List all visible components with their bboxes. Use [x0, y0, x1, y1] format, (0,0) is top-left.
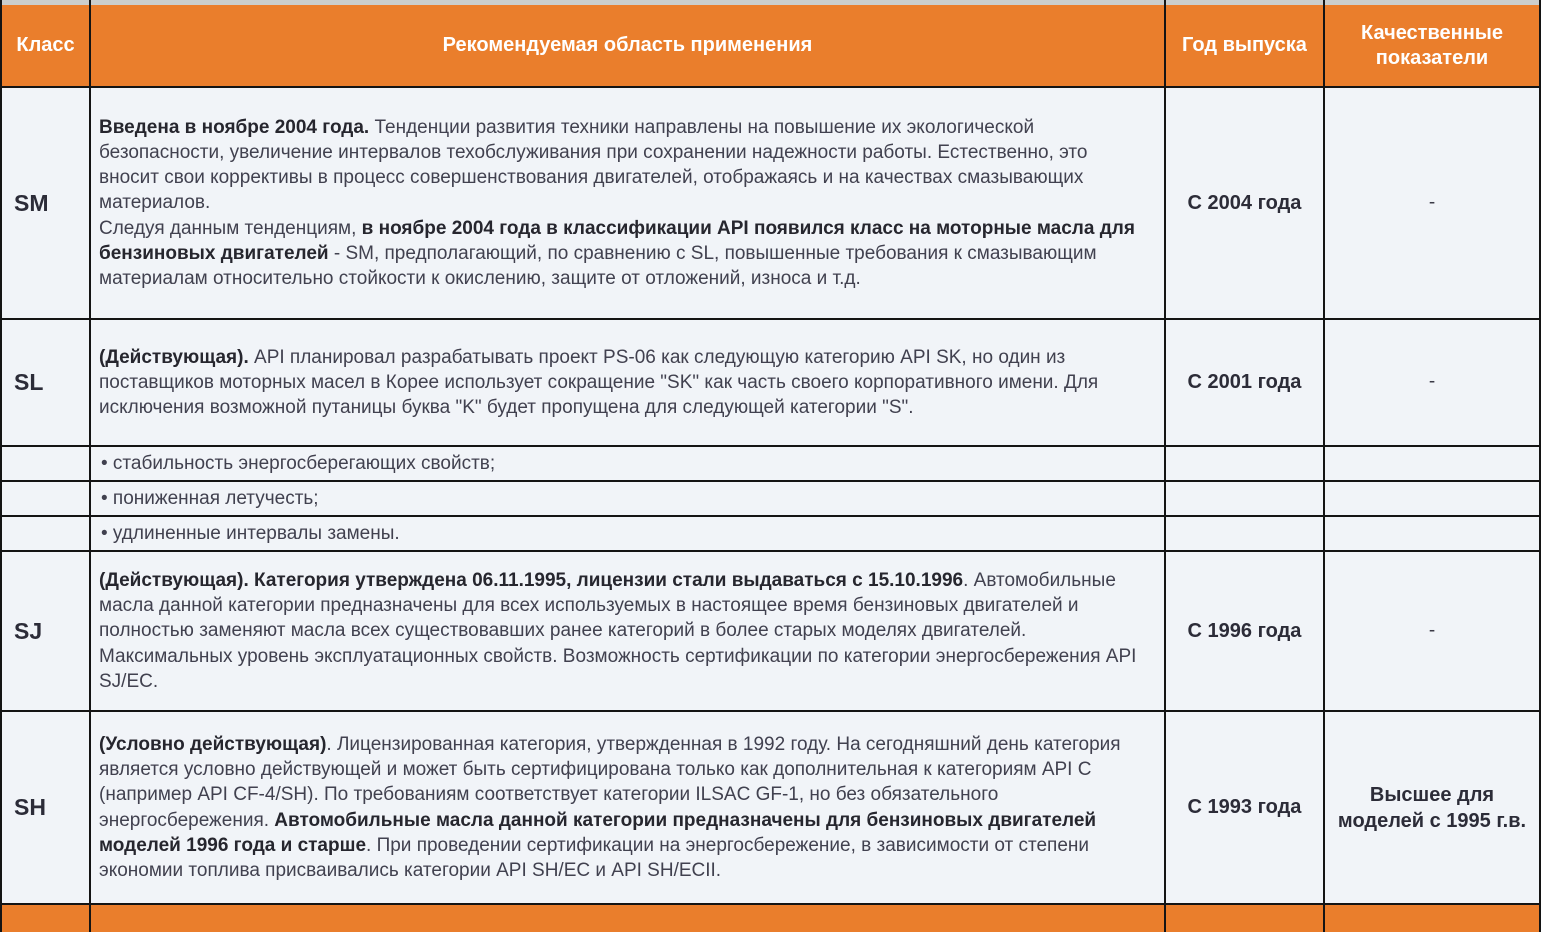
year-cell-empty: [1166, 447, 1325, 482]
bottom-cell: [0, 905, 91, 932]
bullet-text: • удлиненные интервалы замены.: [91, 517, 1166, 552]
class-cell: SJ: [0, 552, 91, 712]
quality-cell: -: [1325, 320, 1541, 447]
bottom-cell: [1325, 905, 1541, 932]
application-text: Введена в ноябре 2004 года. Тенденции развития техники направлены на повышение их экологической безопасности, увеличение интервалов техобслуживания при сохранении надежности работы. Естественно, это вносит свои коррективы в процесс совершенствования двигателей, отображаясь и на качествах смазывающих материалов. Следуя данным тенденциям, в ноябре 2004 года в классификации API появился класс на моторные масла для бензиновых двигателей - SM, предполагающий, по сравнению с SL, повышенные требования к смазывающим материалам относительно стойкости к окислению, защите от отложений, износа и т.д.: [99, 117, 1135, 289]
bottom-cell: [1166, 905, 1325, 932]
class-cell-empty: [0, 517, 91, 552]
year-cell: С 1993 года: [1166, 712, 1325, 905]
table-row-sm: [0, 88, 1541, 320]
class-cell-empty: [0, 482, 91, 517]
quality-cell: Высшее для моделей с 1995 г.в.: [1325, 712, 1541, 905]
application-cell: [91, 712, 1166, 905]
year-cell: С 2004 года: [1166, 88, 1325, 320]
application-text: (Условно действующая). Лицензированная категория, утвержденная в 1992 году. На сегодняшний день категория является условно действующей и может быть сертифицирована только как дополнительная к категориям API C (например API CF-4/SH). По требованиям соответствует категории ILSAC GF-1, но без обязательного энергосбережения. Автомобильные масла данной категории предназначены для бензиновых двигателей моделей 1996 года и старше. При проведении сертификации на энергосбережение, в зависимости от степени экономии топлива присваивались категории API SH/EC и API SH/ECII.: [99, 734, 1121, 881]
table-row-bullet-3: [0, 517, 1541, 552]
bottom-cell: [91, 905, 1166, 932]
application-cell: [91, 552, 1166, 712]
header-cell-class: Класс: [0, 5, 91, 88]
class-cell-empty: [0, 447, 91, 482]
table-row-sj: [0, 552, 1541, 712]
header-cell-year: Год выпуска: [1166, 5, 1325, 88]
header-cell-quality: Качественные показатели: [1325, 5, 1541, 88]
bullet-text: • пониженная летучесть;: [91, 482, 1166, 517]
year-cell-empty: [1166, 482, 1325, 517]
application-cell: [91, 88, 1166, 320]
application-text: (Действующая). API планировал разрабатывать проект PS-06 как следующую категорию API SK, но один из поставщиков моторных масел в Корее использует сокращение "SK" как часть своего корпоративного имени. Для исключения возможной путаницы буква "K" будет пропущена для следующей категории "S".: [99, 346, 1099, 419]
class-cell: SH: [0, 712, 91, 905]
cropped-bottom-row: [0, 905, 1541, 932]
quality-cell: -: [1325, 552, 1541, 712]
table-row-bullet-1: [0, 447, 1541, 482]
table-row-bullet-2: [0, 482, 1541, 517]
table-header-row: [0, 5, 1541, 88]
year-cell: С 2001 года: [1166, 320, 1325, 447]
application-text: (Действующая). Категория утверждена 06.11.1995, лицензии стали выдаваться с 15.10.1996. Автомобильные масла данной категории предназначены для всех используемых в настоящее время бензиновых двигателей и полностью заменяют масла всех существовавших ранее категорий в более старых моделях двигателей. Максимальных уровень эксплуатационных свойств. Возможность сертификации по категории энергосбережения API SJ/EC.: [99, 570, 1137, 692]
year-cell-empty: [1166, 517, 1325, 552]
header-cell-application: Рекомендуемая область применения: [91, 5, 1166, 88]
class-cell: SM: [0, 88, 91, 320]
quality-cell-empty: [1325, 482, 1541, 517]
class-cell: SL: [0, 320, 91, 447]
bullet-text: • стабильность энергосберегающих свойств;: [91, 447, 1166, 482]
table-row-sh: [0, 712, 1541, 905]
table-row-sl: [0, 320, 1541, 447]
quality-cell-empty: [1325, 447, 1541, 482]
application-cell: [91, 320, 1166, 447]
quality-cell: -: [1325, 88, 1541, 320]
year-cell: С 1996 года: [1166, 552, 1325, 712]
quality-cell-empty: [1325, 517, 1541, 552]
